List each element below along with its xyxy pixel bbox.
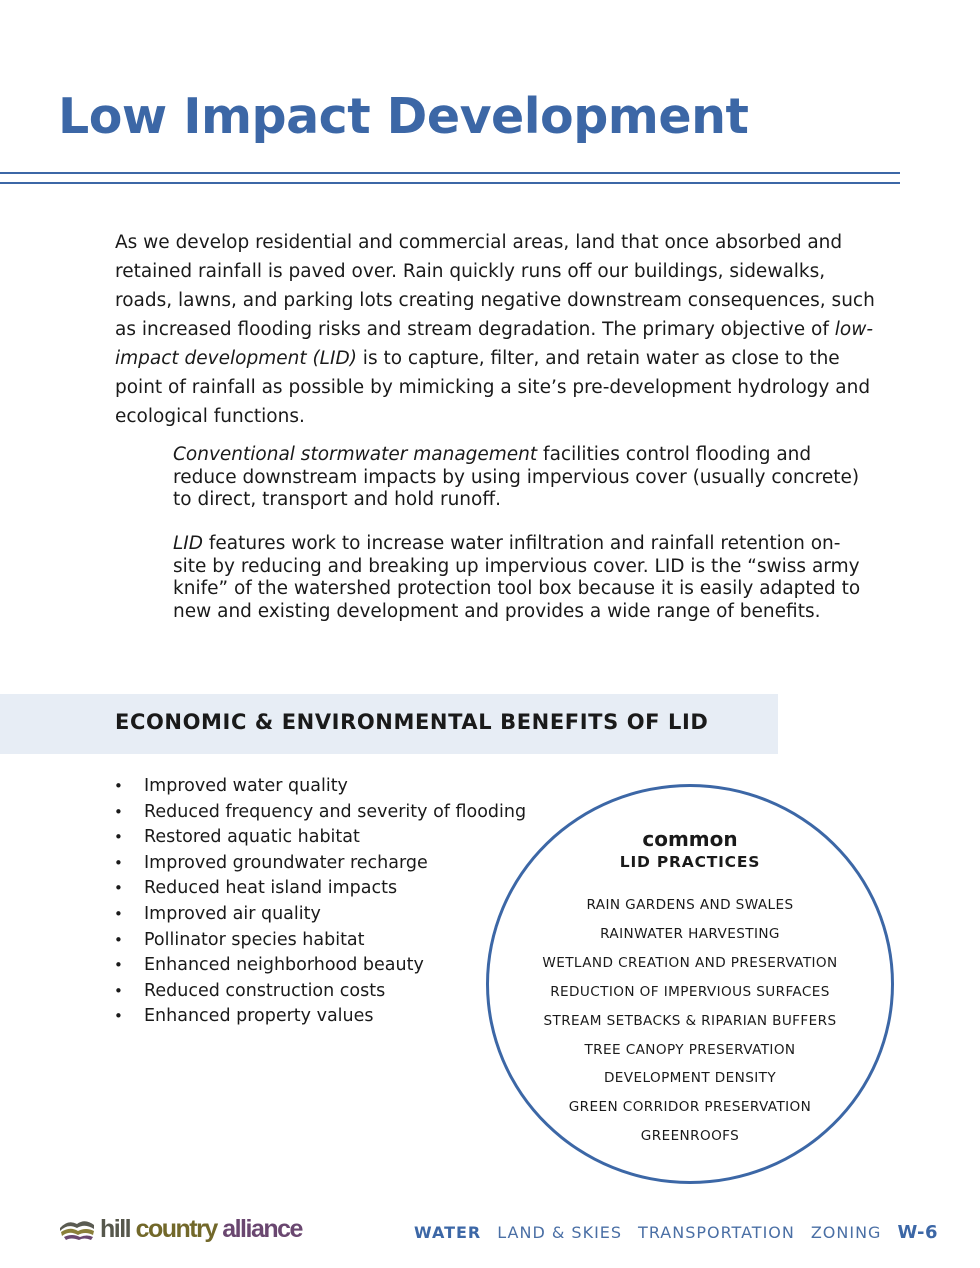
benefits-list (114, 774, 526, 1030)
logo-word-hill: hill (100, 1214, 131, 1243)
practices-title-line2: LID PRACTICES (619, 853, 761, 871)
nav-water[interactable]: WATER (414, 1223, 482, 1242)
benefits-heading: ECONOMIC & ENVIRONMENTAL BENEFITS OF LID (115, 710, 709, 734)
lid-features-text: features work to increase water infiltration and rainfall retention on-site by reducing and breaking up impervious cover. LID is the “swiss army knife” of the watershed protection tool box because it is easily adapted to new and existing development and provides a wide range of benefits. (173, 533, 861, 622)
list-item: • Pollinator species habitat (114, 928, 526, 954)
list-item: • Restored aquatic habitat (114, 825, 526, 851)
page-title: Low Impact Development (58, 88, 749, 145)
title-divider-top (0, 172, 900, 174)
conventional-text: facilities control flooding and reduce downstream impacts by using impervious cover (usually concrete) to direct, transport and hold runoff. (173, 444, 860, 510)
list-item: DEVELOPMENT DENSITY (603, 1070, 777, 1087)
list-item: GREEN CORRIDOR PRESERVATION (568, 1099, 812, 1116)
list-item: • Enhanced neighborhood beauty (114, 953, 526, 979)
benefits-heading-band (0, 694, 778, 754)
list-item: • Improved water quality (114, 774, 526, 800)
list-item: • Enhanced property values (114, 1004, 526, 1030)
list-item: REDUCTION OF IMPERVIOUS SURFACES (550, 983, 830, 1000)
intro-italic-term: low-impact development (LID) (115, 319, 873, 369)
list-item: RAIN GARDENS AND SWALES (586, 897, 794, 913)
nav-zoning[interactable]: ZONING (810, 1223, 882, 1242)
list-item: STREAM SETBACKS & RIPARIAN BUFFERS (543, 1012, 837, 1029)
page-number: W-6 (897, 1222, 938, 1243)
list-item: • Reduced frequency and severity of flooding (114, 800, 526, 826)
conventional-paragraph (173, 444, 873, 512)
conventional-term: Conventional stormwater management (173, 444, 538, 465)
logo-word-alliance: alliance (222, 1214, 302, 1243)
lid-term: LID (173, 533, 204, 554)
list-item: GREENROOFS (640, 1128, 740, 1145)
section-nav (398, 1222, 938, 1243)
list-item: • Improved air quality (114, 902, 526, 928)
list-item: RAINWATER HARVESTING (600, 925, 780, 942)
logo-word-country: country (135, 1214, 217, 1243)
nav-land-skies[interactable]: LAND & SKIES (497, 1223, 623, 1242)
intro-text-end: is to capture, filter, and retain water as close to the point of rainfall as possible by mimicking a site’s pre-development hydrology and ecological functions. (115, 348, 871, 427)
list-item: • Improved groundwater recharge (114, 851, 526, 877)
lid-features-paragraph (173, 533, 873, 623)
title-divider-bottom (0, 182, 900, 184)
hands-landscape-icon (58, 1216, 96, 1242)
practices-title-line1: common (642, 827, 738, 851)
list-item: WETLAND CREATION AND PRESERVATION (542, 954, 838, 971)
intro-text-start: As we develop residential and commercial areas, land that once absorbed and retained rainfall is paved over. Rain quickly runs off our buildings, sidewalks, roads, lawns, and parking lots creating negative downstream consequences, such as increased flooding risks and stream degradation. The primary objective of (115, 232, 875, 340)
nav-transportation[interactable]: TRANSPORTATION (638, 1223, 795, 1242)
list-item: • Reduced heat island impacts (114, 876, 526, 902)
list-item: • Reduced construction costs (114, 979, 526, 1005)
list-item: TREE CANOPY PRESERVATION (584, 1041, 796, 1058)
practices-circle (486, 784, 894, 1184)
intro-paragraph (115, 228, 875, 431)
hill-country-alliance-logo[interactable] (58, 1213, 302, 1245)
logo-wordmark (100, 1215, 302, 1244)
practices-list (489, 891, 891, 1151)
